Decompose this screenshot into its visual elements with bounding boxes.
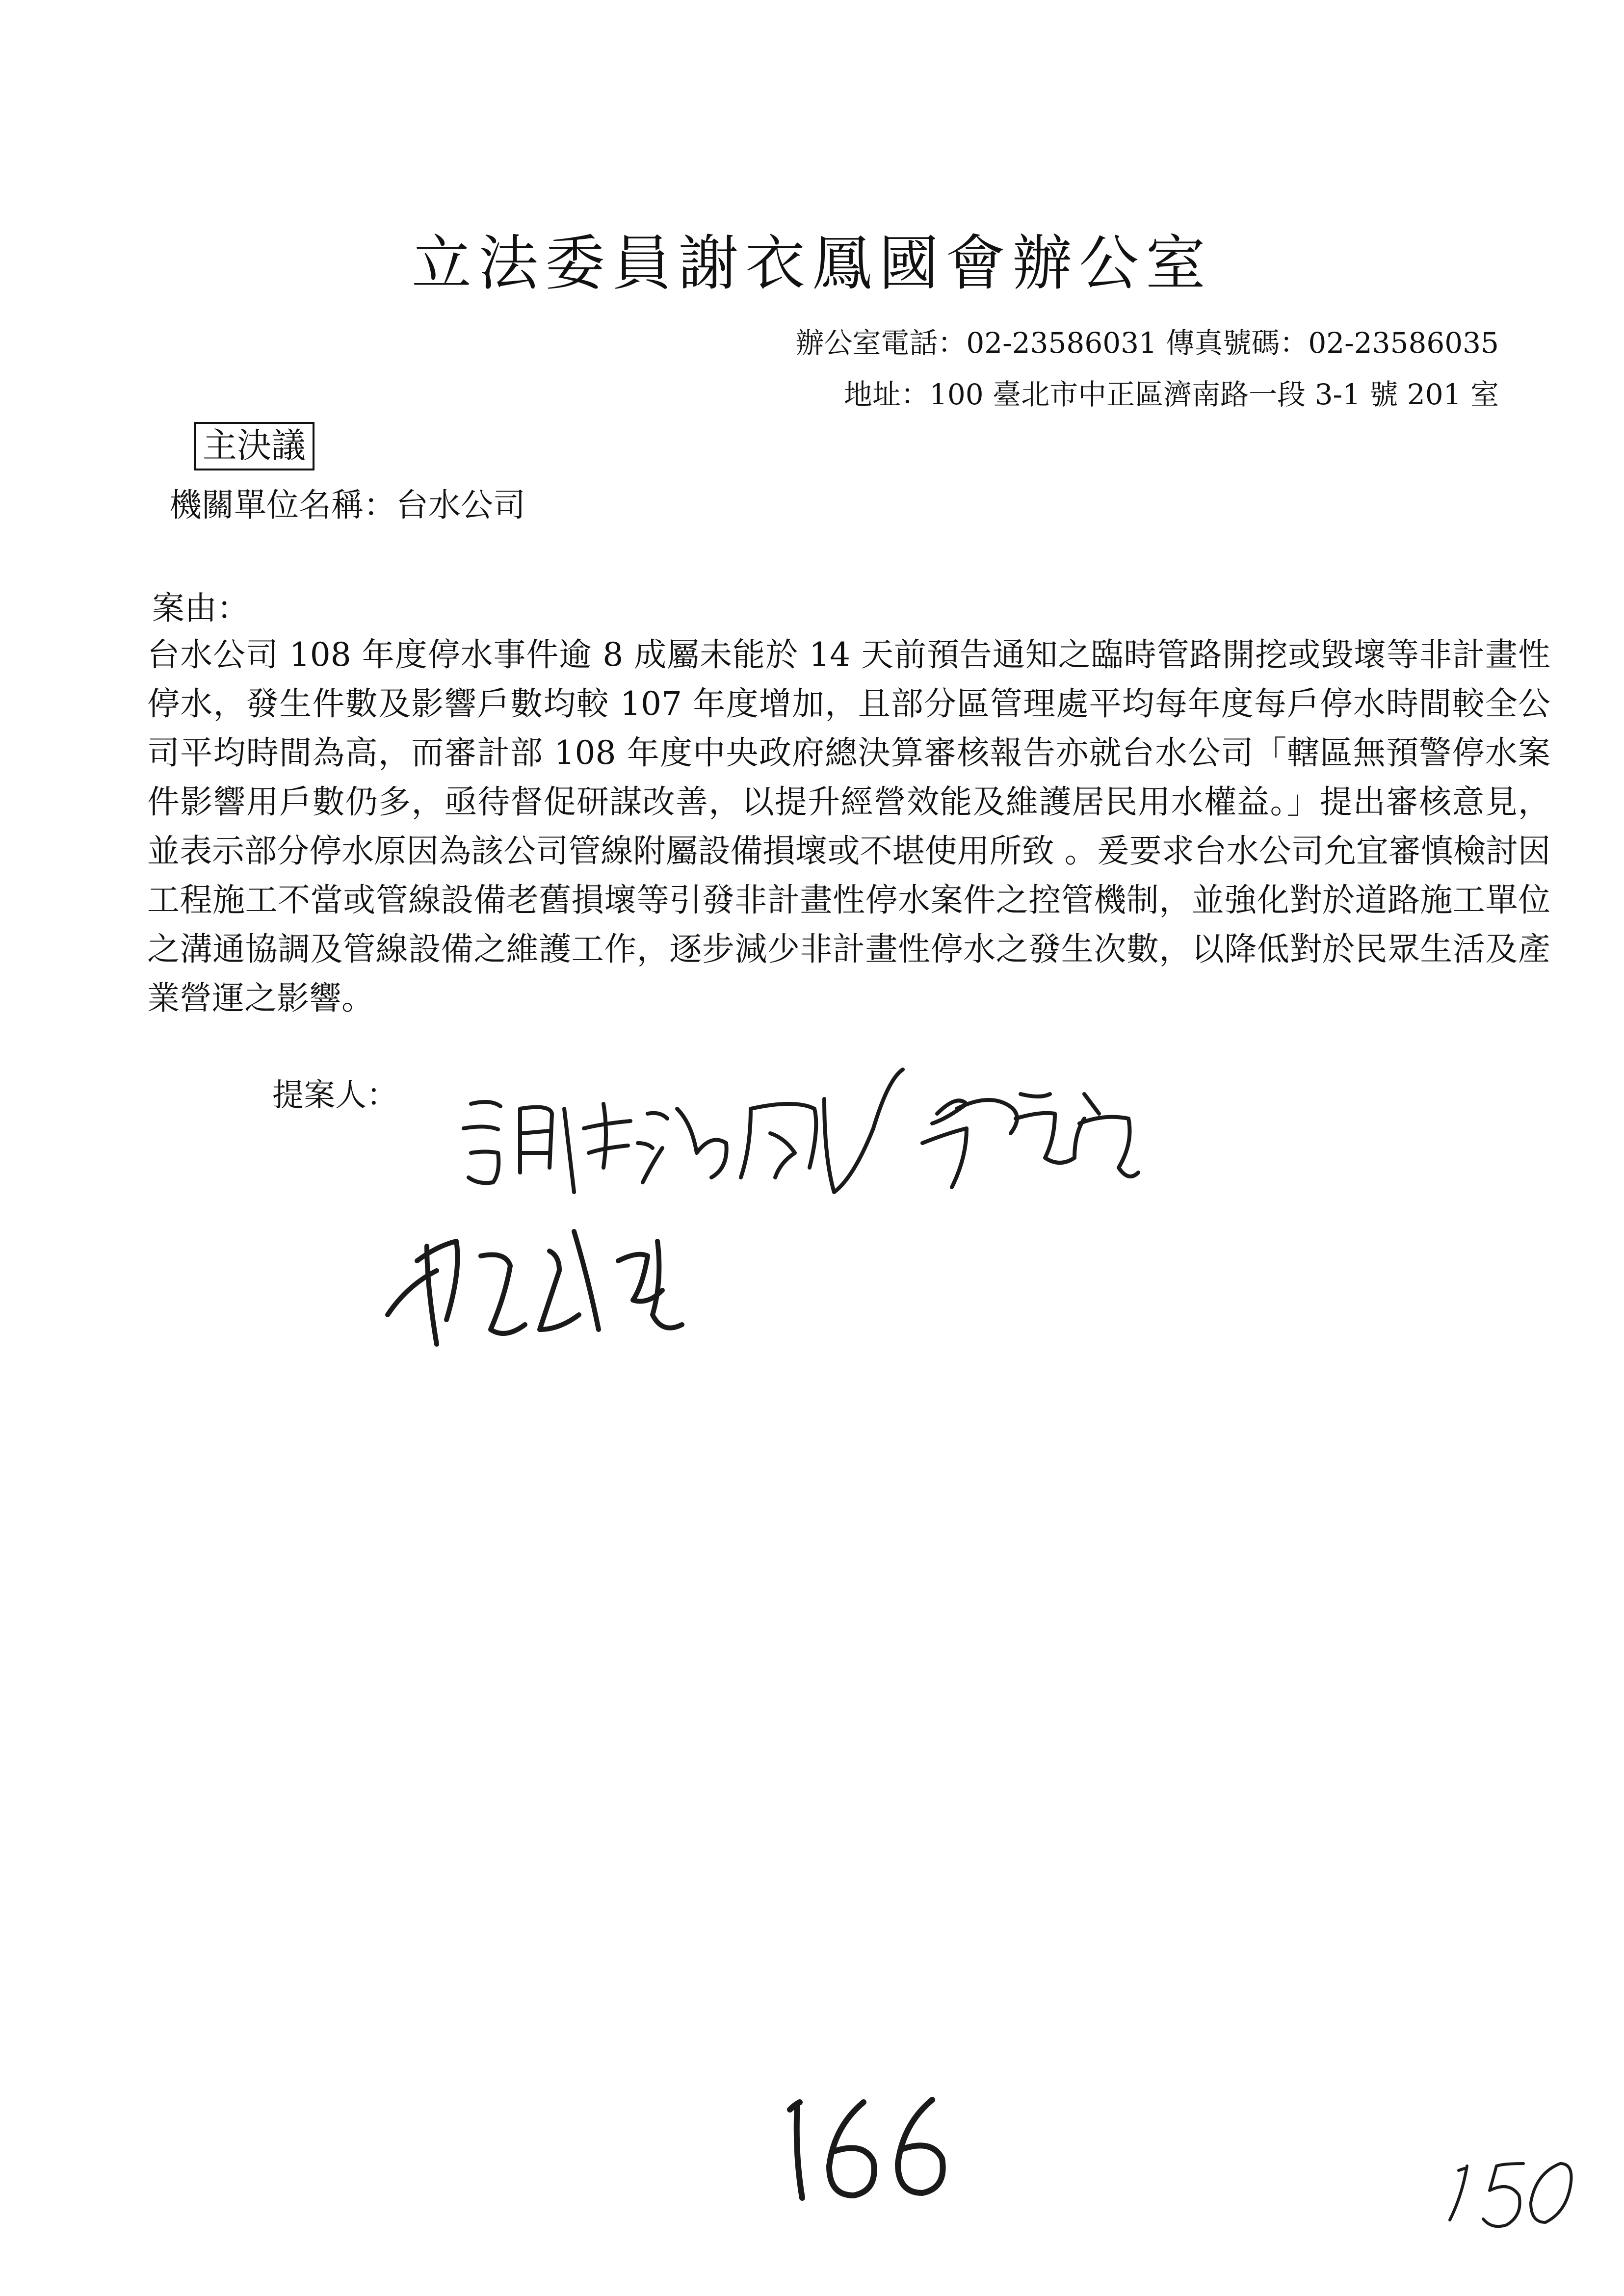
resolution-type-box: 主決議	[194, 422, 314, 470]
office-title: 立法委員謝衣鳳國會辦公室	[412, 229, 1212, 298]
reason-label: 案由：	[152, 589, 249, 627]
office-address: 地址：100 臺北市中正區濟南路一段 3-1 號 201 室	[844, 378, 1499, 411]
signature-1	[464, 1070, 1138, 1192]
agency-name: 機關單位名稱：台水公司	[169, 486, 525, 524]
signature-2	[388, 1231, 682, 1344]
office-phone-fax: 辦公室電話：02-23586031 傳真號碼：02-23586035	[795, 326, 1499, 360]
proposer-label: 提案人：	[272, 1077, 398, 1114]
corner-number-handwritten	[1450, 2164, 1572, 2226]
reason-body: 台水公司 108 年度停水事件逾 8 成屬未能於 14 天前預告通知之臨時管路開挖或毀壞等非計畫性停水，發生件數及影響戶數均較 107 年度增加，且部分區管理處平均每年度每戶停水時間較全公司平均時間為高，而審計部 108 年度中央政府總決算審核報告亦就台水公司「轄區無預警停水案件影響用戶數仍多，亟待督促研謀改善，以提升經營效能及維護居民用水權益。」提出審核意見，並表示部分停水原因為該公司管線附屬設備損壞或不堪使用所致 。爰要求台水公司允宜審慎檢討因工程施工不當或管線設備老舊損壞等引發非計畫性停水案件之控管機制，並強化對於道路施工單位之溝通協調及管線設備之維護工作，逐步減少非計畫性停水之發生次數，以降低對於民眾生活及產業營運之影響。	[147, 636, 1550, 1017]
page-number-handwritten	[790, 2100, 943, 2198]
